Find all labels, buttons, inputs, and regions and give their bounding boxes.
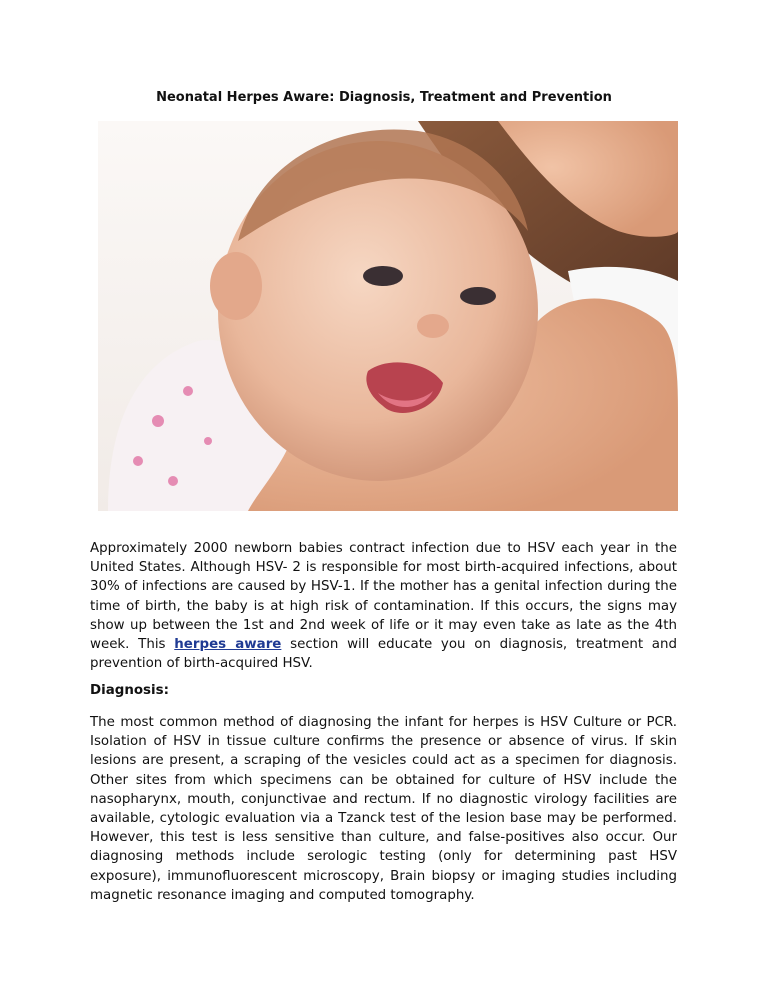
intro-text-before-link: Approximately 2000 newborn babies contract infection due to HSV each year in the United States. Although HSV- 2 is responsible for most birth-acquired infections, about 30% of infections are caused by HSV-1. If the mother has a genital infection during the time of birth, the baby is at high risk of contamination. If this occurs, the signs may show up between the 1st and 2nd week of life or it may even take as late as the 4th week. This (90, 541, 677, 653)
baby-eye-left (363, 266, 403, 286)
baby-ear (210, 252, 262, 320)
baby-nose (417, 314, 449, 338)
photo-illustration (98, 121, 678, 511)
intro-paragraph (90, 539, 677, 673)
diagnosis-heading: Diagnosis: (90, 683, 169, 698)
herpes-aware-link[interactable]: herpes aware (174, 637, 282, 653)
mother-baby-photo (98, 121, 678, 511)
diagnosis-paragraph: The most common method of diagnosing the infant for herpes is HSV Culture or PCR. Isolation of HSV in tissue culture confirms the presence or absence of virus. If skin lesions are present, a scraping of the vesicles could act as a specimen for diagnosis. Other sites from which specimens can be obtained for culture of HSV include the nasopharynx, mouth, conjunctivae and rectum. If no diagnostic virology facilities are available, cytologic evaluation via a Tzanck test of the lesion base may be performed. However, this test is less sensitive than culture, and false-positives also occur. Our diagnosing methods include serologic testing (only for determining past HSV exposure), immunofluorescent microscopy, Brain biopsy or imaging studies including magnetic resonance imaging and computed tomography. (90, 715, 677, 903)
baby-eye-right (460, 287, 496, 305)
intro-text-after-link: section will educate you on diagnosis, treatment and prevention of birth-acquired HSV. (90, 637, 677, 672)
page-title: Neonatal Herpes Aware: Diagnosis, Treatment and Prevention (156, 90, 612, 105)
